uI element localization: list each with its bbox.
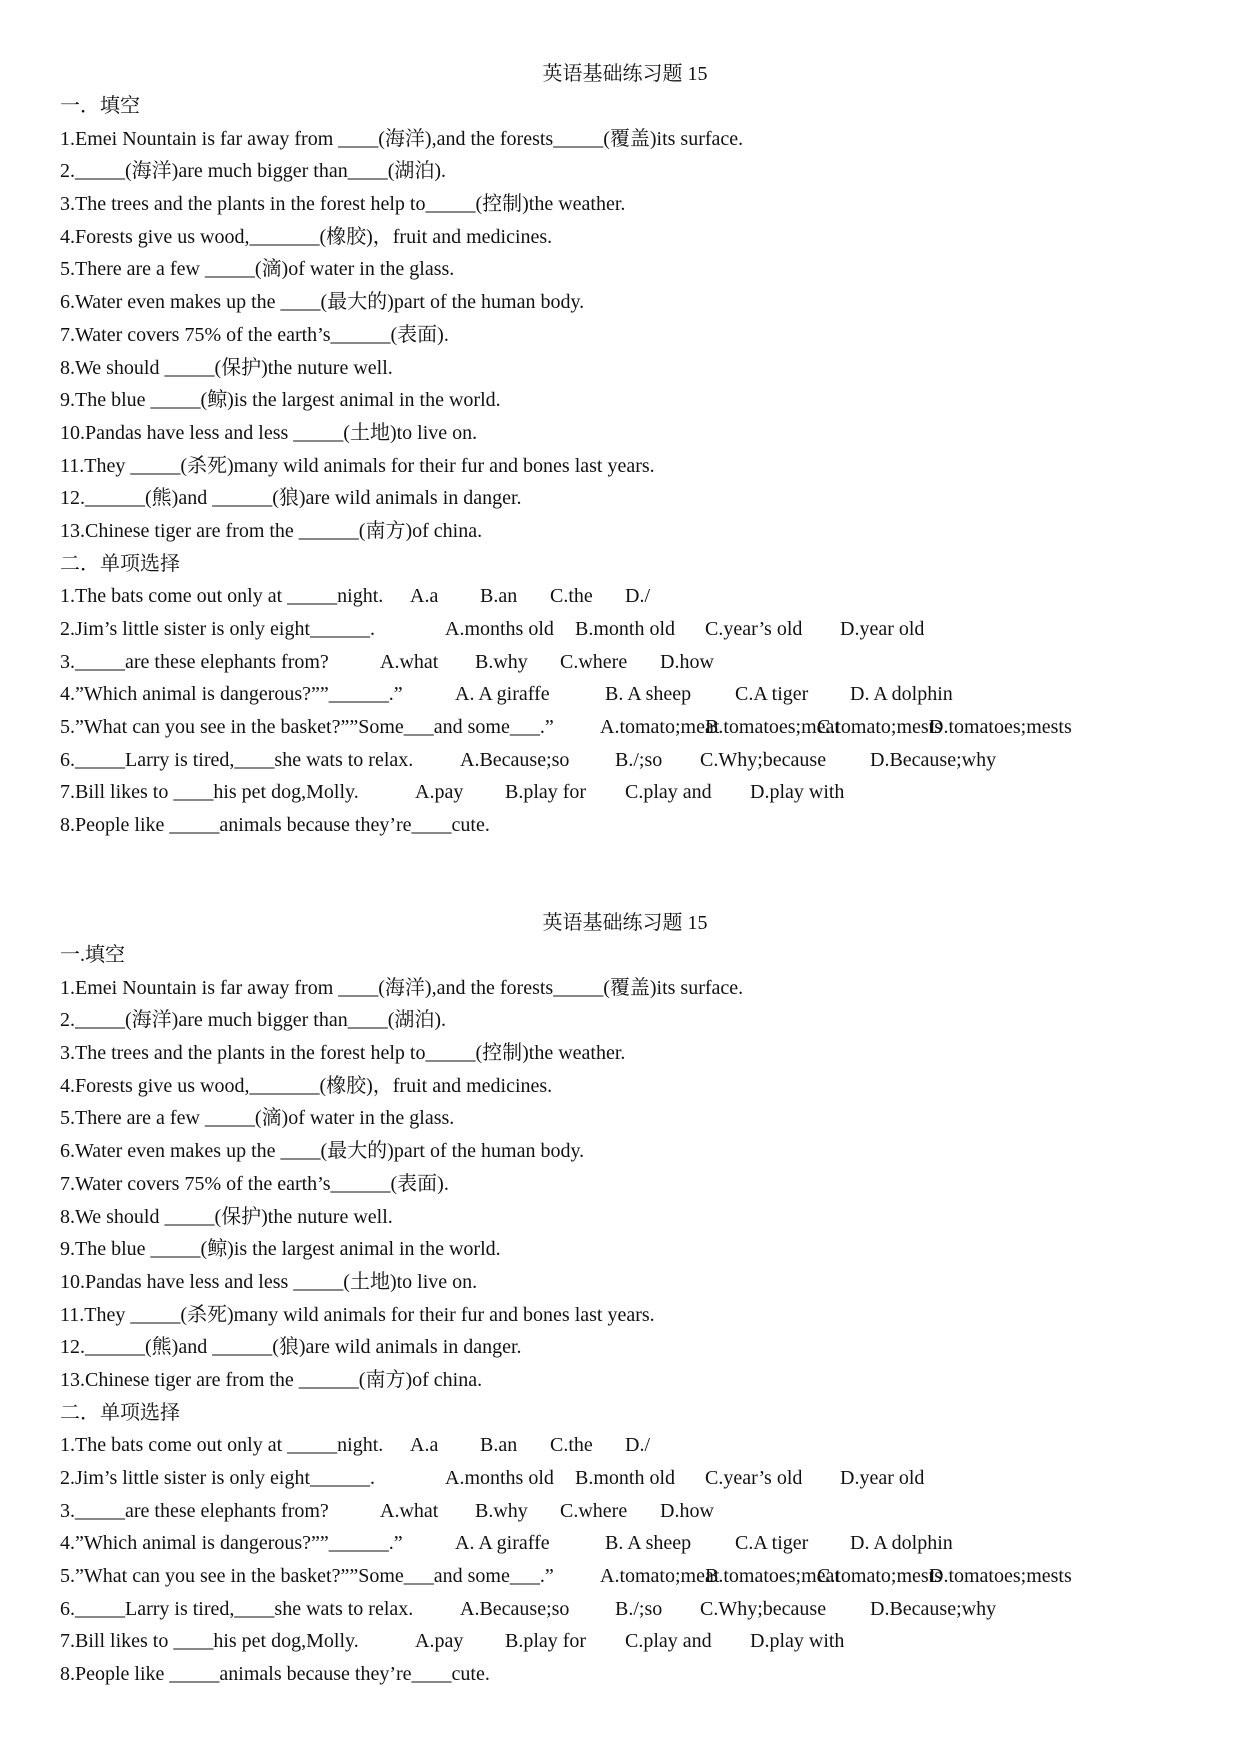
fill-blank-item: 3.The trees and the plants in the forest help to_____(控制)the weather. — [60, 193, 626, 216]
choice-option: C.tomato;mests — [817, 1565, 942, 1588]
choice-option: B.an — [480, 585, 518, 608]
fill-blank-item: 13.Chinese tiger are from the ______(南方)of china. — [60, 519, 483, 542]
choice-question-text: 5.”What can you see in the basket?””Some___and some___.” — [60, 716, 554, 739]
choice-option: B.an — [480, 1434, 518, 1457]
choice-question — [60, 613, 1190, 646]
fill-blank-item: 6.Water even makes up the ____(最大的)part of the human body. — [60, 1140, 585, 1163]
choice-question — [60, 678, 1190, 711]
worksheet-copy-2 — [60, 907, 1190, 1691]
worksheet-title: 英语基础练习题 15 — [542, 912, 708, 934]
choice-option: A.pay — [415, 781, 464, 804]
fill-blank-item: 13.Chinese tiger are from the ______(南方)of china. — [60, 1368, 483, 1391]
fill-blank-item: 9.The blue _____(鲸)is the largest animal in the world. — [60, 1238, 501, 1261]
choice-option: D. A dolphin — [850, 1532, 953, 1555]
choice-option: D./ — [625, 585, 650, 608]
worksheet-copy-1 — [60, 58, 1190, 842]
choice-question — [60, 711, 1190, 744]
choice-option: B. A sheep — [605, 1532, 692, 1555]
choice-option: A.months old — [445, 1467, 554, 1489]
choice-option: A.months old — [445, 618, 554, 640]
choice-option: C.where — [560, 650, 628, 673]
section-heading-multiple-choice: 二．单项选择 — [60, 552, 180, 575]
choice-option: A. A giraffe — [455, 683, 550, 706]
fill-blank-item: 11.They _____(杀死)many wild animals for their fur and bones last years. — [60, 454, 655, 477]
choice-question-text: 6._____Larry is tired,____she wats to relax. — [60, 748, 414, 771]
choice-question-text: 3._____are these elephants from? — [60, 1499, 329, 1522]
fill-blank-item: 1.Emei Nountain is far away from ____(海洋),and the forests_____(覆盖)its surface. — [60, 976, 744, 999]
choice-option: C.play and — [625, 781, 712, 804]
choice-option: B./;so — [615, 1597, 663, 1620]
choice-option: A.tomato;meat — [600, 716, 720, 739]
choice-option: D. A dolphin — [850, 683, 953, 706]
fill-blank-item: 7.Water covers 75% of the earth’s______(表面). — [60, 1172, 449, 1195]
choice-question-text: 7.Bill likes to ____his pet dog,Molly. — [60, 781, 359, 804]
choice-option: D.year old — [840, 618, 925, 640]
choice-option: C.Why;because — [700, 1597, 827, 1620]
choice-option: D.year old — [840, 1467, 925, 1489]
fill-blank-item: 5.There are a few _____(滴)of water in the glass. — [60, 258, 455, 281]
choice-question-text: 8.People like _____animals because they’re____cute. — [60, 1663, 490, 1686]
choice-question-text: 4.”Which animal is dangerous?””______.” — [60, 1532, 403, 1555]
choice-question-text: 1.The bats come out only at _____night. — [60, 1434, 384, 1457]
choice-option: A. A giraffe — [455, 1532, 550, 1555]
choice-option: D.play with — [750, 1630, 845, 1653]
choice-option: B.tomatoes;meat — [705, 716, 840, 739]
fill-blank-item: 10.Pandas have less and less _____(土地)to live on. — [60, 1270, 478, 1293]
choice-question — [60, 776, 1190, 809]
choice-option: B.month old — [575, 618, 676, 640]
section-heading-multiple-choice: 二．单项选择 — [60, 1401, 180, 1424]
choice-option: C.the — [550, 1434, 593, 1457]
choice-option: D.Because;why — [870, 748, 997, 771]
choice-question — [60, 1625, 1190, 1658]
choice-option: A.pay — [415, 1630, 464, 1653]
fill-blank-list — [60, 972, 1190, 1397]
choice-option: C.A tiger — [735, 1532, 809, 1555]
choice-option: A.a — [410, 585, 439, 608]
fill-blank-item: 8.We should _____(保护)the nuture well. — [60, 1205, 393, 1228]
choice-option: C.A tiger — [735, 683, 809, 706]
choice-option: C.where — [560, 1499, 628, 1522]
choice-question-text: 1.The bats come out only at _____night. — [60, 585, 384, 608]
choice-option: B. A sheep — [605, 683, 692, 706]
multiple-choice-list — [60, 580, 1190, 842]
choice-option: C.year’s old — [705, 1467, 803, 1489]
fill-blank-item: 11.They _____(杀死)many wild animals for their fur and bones last years. — [60, 1303, 655, 1326]
choice-question — [60, 1495, 1190, 1528]
fill-blank-item: 12.______(熊)and ______(狼)are wild animals in danger. — [60, 1336, 522, 1359]
choice-option: A.tomato;meat — [600, 1565, 720, 1588]
fill-blank-item: 2._____(海洋)are much bigger than____(湖泊). — [60, 160, 447, 183]
choice-question — [60, 646, 1190, 679]
multiple-choice-list — [60, 1429, 1190, 1691]
choice-option: D.how — [660, 650, 714, 673]
choice-option: C.the — [550, 585, 593, 608]
choice-question-text: 8.People like _____animals because they’re____cute. — [60, 814, 490, 837]
choice-option: C.play and — [625, 1630, 712, 1653]
fill-blank-item: 7.Water covers 75% of the earth’s______(表面). — [60, 323, 449, 346]
choice-question-text: 6._____Larry is tired,____she wats to relax. — [60, 1597, 414, 1620]
fill-blank-item: 6.Water even makes up the ____(最大的)part of the human body. — [60, 291, 585, 314]
section-heading-fill-blanks: 一.填空 — [60, 944, 125, 966]
section-heading-fill-blanks: 一．填空 — [60, 95, 140, 117]
fill-blank-item: 12.______(熊)and ______(狼)are wild animals in danger. — [60, 487, 522, 510]
choice-question — [60, 1560, 1190, 1593]
choice-option: B./;so — [615, 748, 663, 771]
choice-question — [60, 1462, 1190, 1495]
choice-option: B.why — [475, 650, 528, 673]
choice-option: A.what — [380, 1499, 439, 1522]
fill-blank-item: 10.Pandas have less and less _____(土地)to live on. — [60, 421, 478, 444]
fill-blank-item: 9.The blue _____(鲸)is the largest animal in the world. — [60, 389, 501, 412]
choice-option: C.tomato;mests — [817, 716, 942, 739]
choice-option: A.what — [380, 650, 439, 673]
worksheet-title: 英语基础练习题 15 — [542, 63, 708, 85]
choice-question-text: 4.”Which animal is dangerous?””______.” — [60, 683, 403, 706]
choice-option: C.year’s old — [705, 618, 803, 640]
choice-question-text: 2.Jim’s little sister is only eight______. — [60, 618, 375, 640]
choice-question-text: 7.Bill likes to ____his pet dog,Molly. — [60, 1630, 359, 1653]
choice-option: C.Why;because — [700, 748, 827, 771]
choice-question — [60, 1527, 1190, 1560]
choice-question — [60, 744, 1190, 777]
choice-question-text: 5.”What can you see in the basket?””Some___and some___.” — [60, 1565, 554, 1588]
choice-option: B.play for — [505, 1630, 587, 1653]
fill-blank-list — [60, 123, 1190, 548]
choice-option: B.why — [475, 1499, 528, 1522]
fill-blank-item: 4.Forests give us wood,_______(橡胶)，fruit and medicines. — [60, 1074, 553, 1097]
choice-option: A.Because;so — [460, 1597, 570, 1620]
choice-question — [60, 1658, 1190, 1691]
choice-question-text: 2.Jim’s little sister is only eight______. — [60, 1467, 375, 1489]
choice-option: B.month old — [575, 1467, 676, 1489]
fill-blank-item: 4.Forests give us wood,_______(橡胶)，fruit and medicines. — [60, 225, 553, 248]
choice-option: B.tomatoes;meat — [705, 1565, 840, 1588]
choice-option: B.play for — [505, 781, 587, 804]
choice-question — [60, 1593, 1190, 1626]
choice-option: D.tomatoes;mests — [929, 1565, 1072, 1588]
fill-blank-item: 1.Emei Nountain is far away from ____(海洋),and the forests_____(覆盖)its surface. — [60, 127, 744, 150]
choice-option: D.how — [660, 1499, 714, 1522]
choice-option: D./ — [625, 1434, 650, 1457]
fill-blank-item: 3.The trees and the plants in the forest help to_____(控制)the weather. — [60, 1042, 626, 1065]
choice-question — [60, 809, 1190, 842]
choice-question — [60, 580, 1190, 613]
choice-question — [60, 1429, 1190, 1462]
fill-blank-item: 2._____(海洋)are much bigger than____(湖泊). — [60, 1009, 447, 1032]
choice-option: A.Because;so — [460, 748, 570, 771]
choice-option: D.play with — [750, 781, 845, 804]
choice-option: D.tomatoes;mests — [929, 716, 1072, 739]
choice-question-text: 3._____are these elephants from? — [60, 650, 329, 673]
fill-blank-item: 8.We should _____(保护)the nuture well. — [60, 356, 393, 379]
choice-option: D.Because;why — [870, 1597, 997, 1620]
choice-option: A.a — [410, 1434, 439, 1457]
fill-blank-item: 5.There are a few _____(滴)of water in the glass. — [60, 1107, 455, 1130]
